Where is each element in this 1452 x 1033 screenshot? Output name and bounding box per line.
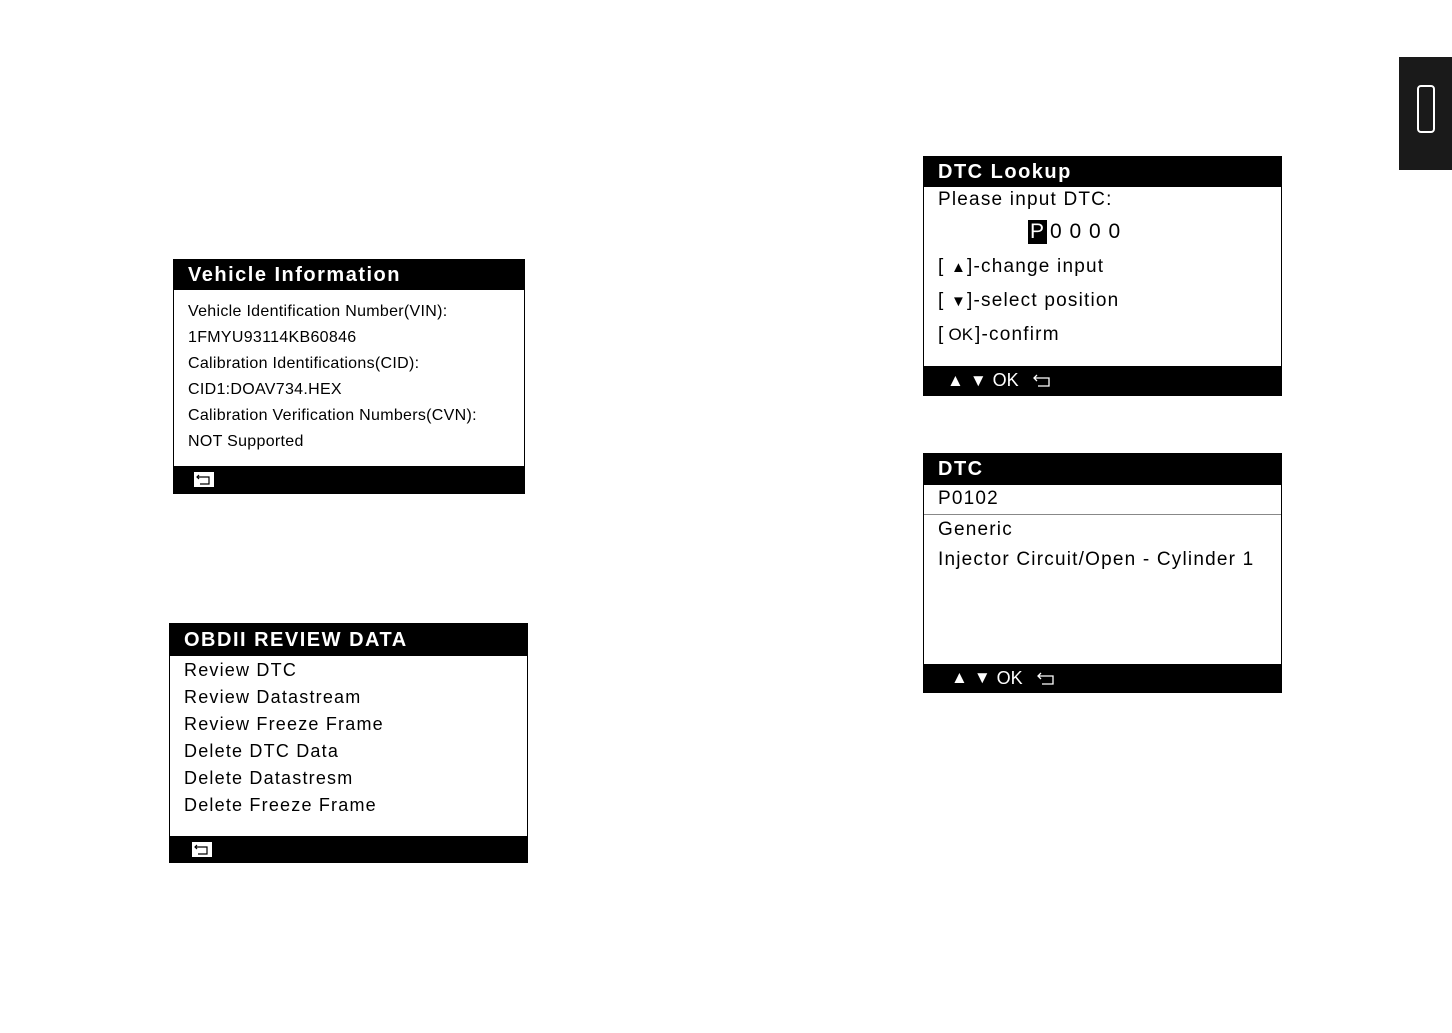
cid-label: Calibration Identifications(CID): <box>188 355 420 372</box>
vehicle-info-footer <box>174 466 524 493</box>
up-arrow-icon: ▲ <box>950 259 968 276</box>
dtc-code-rest: 0 0 0 0 <box>1050 220 1122 243</box>
menu-item-review-dtc[interactable]: Review DTC <box>184 660 298 680</box>
nav-back-icon[interactable] <box>1033 374 1051 387</box>
dtc-lookup-title: DTC Lookup <box>924 157 1281 187</box>
hint-select-position: [ ▼]-select position <box>938 290 1120 311</box>
review-data-title: OBDII REVIEW DATA <box>170 624 527 656</box>
dtc-type: Generic <box>938 519 1013 540</box>
nav-back-icon[interactable] <box>1037 672 1055 685</box>
dtc-prompt: Please input DTC: <box>938 189 1113 210</box>
dtc-lookup-screen <box>923 156 1282 396</box>
vin-value: 1FMYU93114KB60846 <box>188 329 357 346</box>
chapter-tab <box>1399 57 1452 170</box>
vehicle-info-screen <box>173 259 525 494</box>
nav-up-icon[interactable]: ▲ <box>951 668 968 687</box>
cvn-value: NOT Supported <box>188 433 304 450</box>
review-data-footer <box>170 836 527 862</box>
review-data-screen <box>169 623 528 863</box>
nav-down-icon[interactable]: ▼ <box>969 370 987 390</box>
cvn-label: Calibration Verification Numbers(CVN): <box>188 407 477 424</box>
nav-ok-button[interactable]: OK <box>996 667 1023 688</box>
cid-value: CID1:DOAV734.HEX <box>188 381 342 398</box>
nav-ok-button[interactable]: OK <box>992 370 1019 390</box>
dtc-code: P0102 <box>938 488 999 509</box>
back-icon[interactable] <box>194 472 214 487</box>
dtc-detail-screen <box>923 453 1282 693</box>
dtc-code-input[interactable] <box>1028 220 1121 244</box>
ok-key-label: OK <box>948 325 974 344</box>
hint-confirm: [ OK ]-confirm <box>938 324 1060 345</box>
dtc-detail-title: DTC <box>924 454 1281 485</box>
menu-item-delete-datastream[interactable]: Delete Datastresm <box>184 768 354 788</box>
vin-label: Vehicle Identification Number(VIN): <box>188 303 448 320</box>
nav-up-icon[interactable]: ▲ <box>947 370 964 390</box>
chapter-tab-marker <box>1417 85 1435 133</box>
hint-change-input: [ ▲]-change input <box>938 256 1105 277</box>
dtc-detail-footer <box>924 664 1281 692</box>
nav-down-icon[interactable]: ▼ <box>973 668 991 687</box>
menu-item-delete-freeze-frame[interactable]: Delete Freeze Frame <box>184 795 377 815</box>
menu-item-delete-dtc-data[interactable]: Delete DTC Data <box>184 741 340 761</box>
back-icon[interactable] <box>192 842 212 857</box>
dtc-code-selected-char[interactable]: P <box>1030 220 1046 243</box>
menu-item-review-freeze-frame[interactable]: Review Freeze Frame <box>184 714 384 734</box>
dtc-description: Injector Circuit/Open - Cylinder 1 <box>938 549 1255 570</box>
down-arrow-icon: ▼ <box>950 293 968 310</box>
dtc-lookup-footer <box>924 366 1281 395</box>
menu-item-review-datastream[interactable]: Review Datastream <box>184 687 362 707</box>
vehicle-info-title: Vehicle Information <box>174 260 524 290</box>
